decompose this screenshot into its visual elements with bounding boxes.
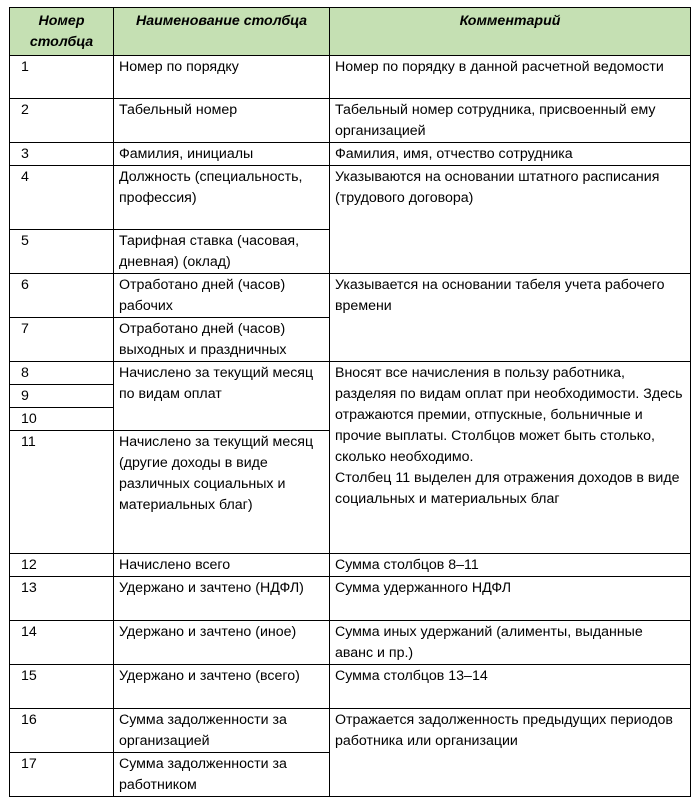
row-number: 1 [10, 56, 114, 99]
row-number: 12 [10, 554, 114, 577]
row-number: 17 [10, 753, 114, 797]
row-comment: Номер по порядку в данной расчетной ведомости [330, 56, 691, 99]
row-number: 15 [10, 665, 114, 709]
row-column-name: Должность (специальность, профессия) [114, 166, 330, 230]
row-comment: Отражается задолженность предыдущих периодов работника или организации [330, 709, 691, 797]
row-column-name: Сумма задолженности за работником [114, 753, 330, 797]
table-row [10, 709, 691, 753]
row-number: 3 [10, 143, 114, 166]
row-column-name: Начислено за текущий месяц по видам оплат [114, 362, 330, 431]
row-number: 10 [10, 408, 114, 431]
row-number: 11 [10, 431, 114, 554]
row-comment: Сумма столбцов 13–14 [330, 665, 691, 709]
table-row [10, 621, 691, 665]
columns-description-table [9, 7, 691, 797]
row-column-name: Табельный номер [114, 99, 330, 143]
row-column-name: Удержано и зачтено (иное) [114, 621, 330, 665]
row-column-name: Тарифная ставка (часовая, дневная) (оклад) [114, 230, 330, 274]
table-row [10, 577, 691, 621]
table-row [10, 56, 691, 99]
row-number: 14 [10, 621, 114, 665]
row-number: 16 [10, 709, 114, 753]
row-column-name: Отработано дней (часов) рабочих [114, 274, 330, 318]
row-number: 9 [10, 385, 114, 408]
row-number: 5 [10, 230, 114, 274]
row-number: 4 [10, 166, 114, 230]
header-comment: Комментарий [330, 8, 691, 56]
comment-part: Столбец 11 выделен для отражения доходов в виде социальных и материальных благ [335, 470, 680, 507]
row-number: 13 [10, 577, 114, 621]
row-comment: Сумма удержанного НДФЛ [330, 577, 691, 621]
row-number: 7 [10, 318, 114, 362]
row-number: 2 [10, 99, 114, 143]
header-column-number: Номер столбца [10, 8, 114, 56]
row-column-name: Отработано дней (часов) выходных и праздничных [114, 318, 330, 362]
row-comment: Фамилия, имя, отчество сотрудника [330, 143, 691, 166]
row-column-name: Удержано и зачтено (НДФЛ) [114, 577, 330, 621]
row-comment: Указываются на основании штатного расписания (трудового договора) [330, 166, 691, 274]
row-comment: Табельный номер сотрудника, присвоенный ему организацией [330, 99, 691, 143]
table-row [10, 362, 691, 385]
row-column-name: Начислено за текущий месяц (другие доходы в виде различных социальных и материальных благ) [114, 431, 330, 554]
row-comment: Сумма иных удержаний (алименты, выданные аванс и пр.) [330, 621, 691, 665]
row-comment: Указывается на основании табеля учета рабочего времени [330, 274, 691, 362]
row-column-name: Начислено всего [114, 554, 330, 577]
row-column-name: Сумма задолженности за организацией [114, 709, 330, 753]
row-column-name: Фамилия, инициалы [114, 143, 330, 166]
row-column-name: Удержано и зачтено (всего) [114, 665, 330, 709]
row-number: 6 [10, 274, 114, 318]
row-comment [330, 362, 691, 554]
table-header-row [10, 8, 691, 56]
table-row [10, 554, 691, 577]
table-row [10, 665, 691, 709]
table-row [10, 166, 691, 230]
row-number: 8 [10, 362, 114, 385]
header-column-name: Наименование столбца [114, 8, 330, 56]
table-row [10, 143, 691, 166]
table-row [10, 99, 691, 143]
comment-part: Вносят все начисления в пользу работника, разделяя по видам оплат при необходимости. Здесь отражаются премии, отпускные, больничные и прочие выплаты. Столбцов может быть столько, сколько необходимо. [335, 365, 683, 465]
row-column-name: Номер по порядку [114, 56, 330, 99]
row-comment: Сумма столбцов 8–11 [330, 554, 691, 577]
table-row [10, 274, 691, 318]
